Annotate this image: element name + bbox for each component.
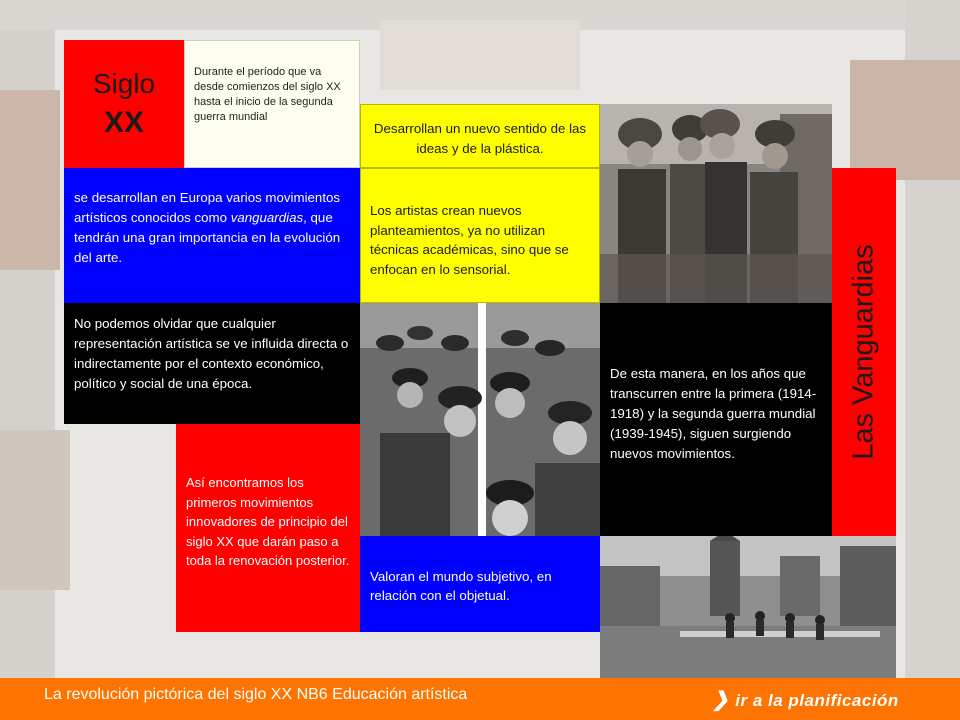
planificacion-link[interactable] — [712, 687, 899, 712]
planificacion-link-label: ir a la planificación — [735, 691, 899, 710]
vanguardias-intro-text: se desarrollan en Europa varios movimientos artísticos conocidos como vanguardias, que tendrán una gran importancia en la evolución del arte. — [74, 190, 341, 265]
soldiers-trench-photo — [600, 104, 832, 304]
vanguardias-emphasis: vanguardias — [230, 210, 304, 225]
footer-title: La revolución pictórica del siglo XX NB6 Educación artística — [44, 686, 468, 703]
movements-text: Así encontramos los primeros movimientos innovadores de principio del siglo XX que darán paso a toda la renovación posterior. — [186, 475, 350, 568]
subjective-world-text: Valoran el mundo subjetivo, en relación con el objetual. — [370, 569, 552, 603]
vanguardias-vertical-title: Las Vanguardias — [847, 244, 880, 460]
siglo-title-line2: XX — [103, 106, 145, 139]
intro-text: Durante el período que va desde comienzos del siglo XX hasta el inicio de la segunda guerra mundial — [194, 66, 341, 123]
ruined-city-photo — [600, 536, 896, 678]
siglo-title-line1: Siglo — [92, 68, 156, 99]
artists-approach-text: Los artistas crean nuevos planteamientos, ya no utilizan técnicas académicas, sino que se enfocan en lo sensorial. — [370, 203, 569, 277]
siglo-xx-box — [64, 40, 184, 168]
new-sense-text: Desarrollan un nuevo sentido de las ideas y de la plástica. — [373, 121, 587, 156]
movements-period-text: De esta manera, en los años que transcurren entre la primera (1914-1918) y la segunda guerra mundial (1939-1945), siguen surgiendo nuevos movimientos. — [610, 366, 817, 461]
chevron-right-icon: ❯ — [712, 689, 730, 711]
context-text: No podemos olvidar que cualquier representación artística se ve influida directa o indirectamente por el contexto económico, político y social de una época. — [74, 316, 349, 391]
marching-soldiers-photo — [360, 303, 600, 536]
